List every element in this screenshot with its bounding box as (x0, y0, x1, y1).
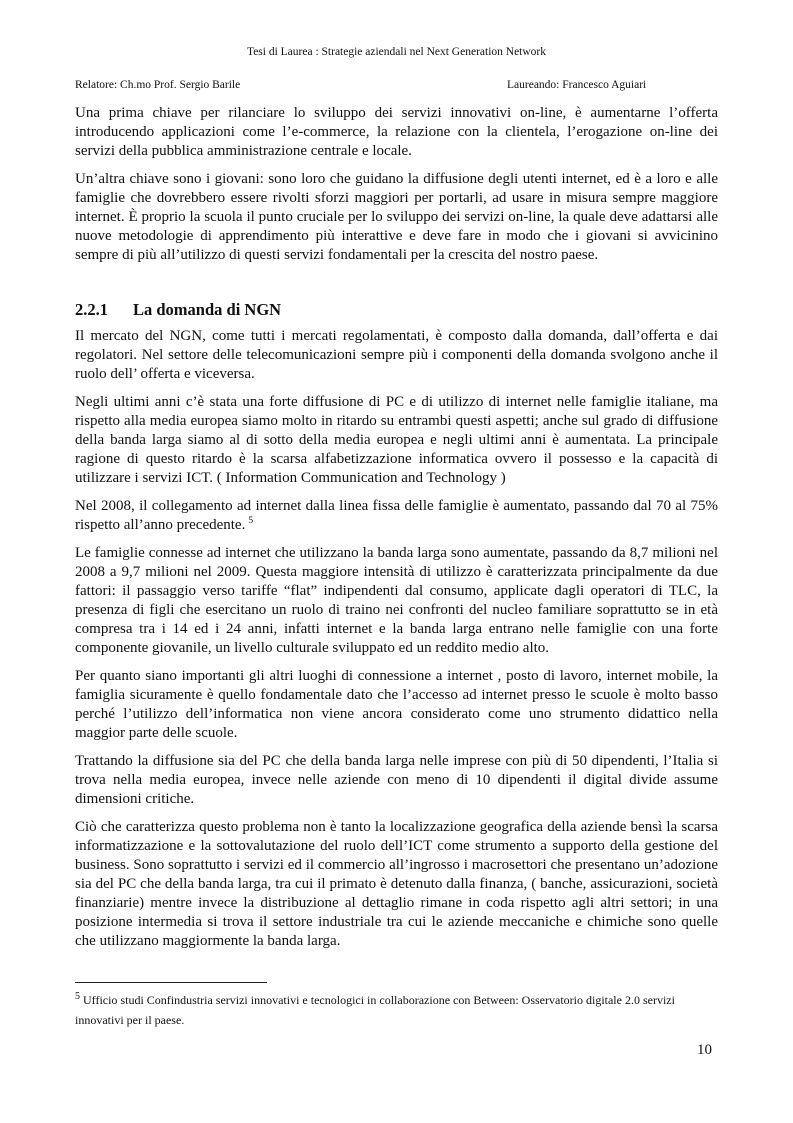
paragraph: Ciò che caratterizza questo problema non è tanto la localizzazione geografica della aziende bensì la scarsa informatizzazione e la sottovalutazione del ruolo dell’ICT come strumento a supporto della gestione del business. Sono soprattutto i servizi ed il commercio all’ingrosso i macrosettori che presentano un’adozione sia del PC che della banda larga, tra cui il primato è detenuto dalla finanza, ( banche, assicurazioni, società finanziarie) mentre invece la distribuzione al dettaglio rimane in coda rispetto agli altri settori; in una posizione intermedia si trova il settore industriale tra cui le aziende meccaniche e chimiche sono quelle che utilizzano maggiormente la banda larga. (75, 819, 718, 949)
paragraph-2008 (75, 497, 718, 535)
section-number: 2.2.1 (75, 300, 108, 319)
section-heading (75, 299, 718, 321)
paragraph: Negli ultimi anni c’è stata una forte diffusione di PC e di utilizzo di internet nelle famiglie italiane, ma rispetto alla media europea siamo molto in ritardo su entrambi questi aspetti; anche sul grado di diffusione della banda larga siamo al di sotto della media europea e negli ultimi anni è aumentata. La principale ragione di questo ritardo è la scarsa alfabetizzazione informatica ovvero il possesso e la capacità di utilizzare i servizi ICT. ( Information Communication and Technology ) (75, 394, 718, 486)
paragraph: Un’altra chiave sono i giovani: sono loro che guidano la diffusione degli utenti internet, ed è a loro e alle famiglie che dovrebbero essere rivolti sforzi maggiori per portarli, ad usare in misura sempre maggiore internet. È proprio la scuola il punto cruciale per lo sviluppo dei servizi on-line, la quale deve adattarsi alle nuove metodologie di apprendimento più interattive e deve fare in modo che i giovani si avvicinino sempre di più all’utilizzo di questi servizi fondamentali per la crescita del nostro paese. (75, 171, 718, 263)
footnote (75, 990, 718, 1030)
section-title: La domanda di NGN (133, 300, 282, 319)
header-title: Tesi di Laurea : Strategie aziendali nel Next Generation Network (246, 46, 547, 58)
paragraph: Per quanto siano importanti gli altri luoghi di connessione a internet , posto di lavoro, internet mobile, la famiglia sicuramente è quello fondamentale dato che l’accesso ad internet presso le scuole è molto basso perché l’utilizzo dell’informatica non viene ancora considerato come uno strumento didattico nella maggior parte delle scuole. (75, 668, 718, 741)
paragraph: Le famiglie connesse ad internet che utilizzano la banda larga sono aumentate, passando da 8,7 milioni nel 2008 a 9,7 milioni nel 2009. Questa maggiore intensità di utilizzo è caratterizzata principalmente da due fattori: il passaggio verso tariffe “flat” indipendenti dal consumo, applicate dagli operatori di TLC, la presenza di figli che esercitano un ruolo di traino nei confronti del nucleo familiare soprattutto se in età compresa tra i 14 ed i 24 anni, infatti internet e la banda larga entrano nelle famiglie con una forte componente giovanile, un livello culturale sviluppato ed un reddito medio alto. (75, 545, 718, 656)
paragraph-text: Nel 2008, il collegamento ad internet dalla linea fissa delle famiglie è aumentato, passando dal 70 al 75% rispetto all’anno precedente. (75, 498, 718, 533)
footnote-text: Ufficio studi Confindustria servizi innovativi e tecnologici in collaborazione con Between: Osservatorio digitale 2.0 servizi innovativi per il paese. (75, 993, 675, 1027)
header-relatore: Relatore: Ch.mo Prof. Sergio Barile (75, 79, 241, 91)
header-laureando: Laureando: Francesco Aguiari (507, 79, 647, 91)
footnote-mark: 5 (75, 991, 80, 1002)
body-text (75, 104, 718, 960)
footnote-reference[interactable]: 5 (248, 516, 254, 526)
page-number: 10 (697, 1042, 712, 1058)
paragraph: Il mercato del NGN, come tutti i mercati regolamentati, è composto dalla domanda, dall’offerta e dai regolatori. Nel settore delle telecomunicazioni sempre più i componenti della domanda svolgono anche il ruolo dell’ offerta e viceversa. (75, 328, 718, 382)
paragraph: Trattando la diffusione sia del PC che della banda larga nelle imprese con più di 50 dipendenti, l’Italia si trova nella media europea, invece nelle aziende con meno di 10 dipendenti il digital divide assume dimensioni critiche. (75, 753, 718, 807)
paragraph: Una prima chiave per rilanciare lo sviluppo dei servizi innovativi on-line, è aumentarne l’offerta introducendo applicazioni come l’e-commerce, la relazione con la clientela, l’erogazione on-line dei servizi della pubblica amministrazione centrale e locale. (75, 105, 718, 159)
footnote-divider (75, 982, 267, 983)
